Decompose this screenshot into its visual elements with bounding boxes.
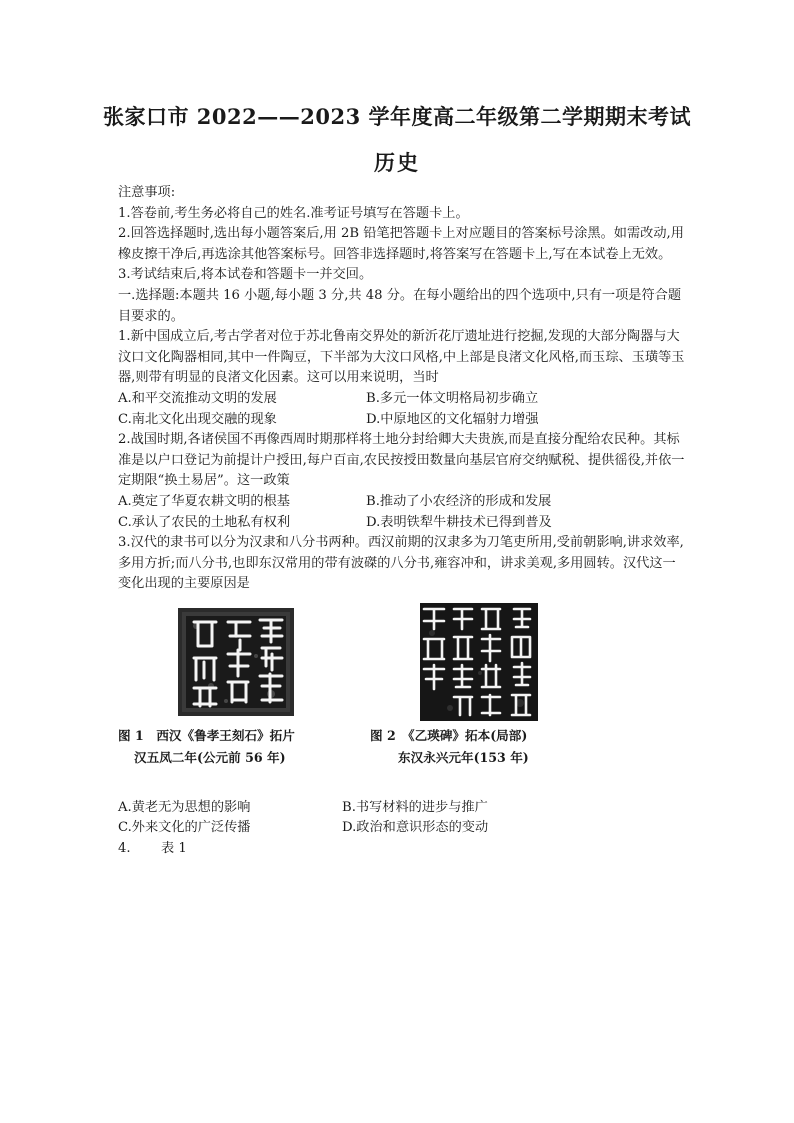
section-instruction: 一.选择题:本题共 16 小题,每小题 3 分,共 48 分。在每小题给出的四个选项中,只有一项是符合题目要求的。 — [118, 287, 682, 324]
figure-1-caption-line-2: 汉五凤二年(公元前 56 年) — [134, 749, 286, 765]
question-1-option-c: C.南北文化出现交融的现象 — [118, 411, 277, 427]
question-1-options-row-1 — [118, 389, 688, 410]
question-3-options-row-2 — [118, 818, 688, 839]
notice-heading: 注意事项: — [118, 185, 176, 200]
figure-2-caption — [370, 725, 570, 769]
question-2-option-a: A.奠定了华夏农耕文明的根基 — [118, 493, 290, 509]
exam-body — [118, 183, 688, 860]
notice-item-2: 2.回答选择题时,选出每小题答案后,用 2B 铅笔把答题卡上对应题目的答案标号涂黑。如需改动,用橡皮擦干净后,再选涂其他答案标号。回答非选择题时,将答案写在答题卡上,写在本试卷上无效。 — [118, 226, 684, 262]
figure-2-caption-line-2: 东汉永兴元年(153 年) — [398, 749, 529, 765]
figure-2-caption-line-1: 图 2 《乙瑛碑》拓本(局部) — [370, 727, 528, 743]
question-4-number: 4. — [118, 841, 131, 857]
question-3-figures — [118, 603, 688, 798]
question-4-table-label: 表 1 — [161, 841, 187, 857]
question-3-option-d: D.政治和意识形态的变动 — [342, 820, 489, 836]
question-1-stem: 1.新中国成立后,考古学者对位于苏北鲁南交界处的新沂花厅遗址进行挖掘,发现的大部分陶器与大汶口文化陶器相同,其中一件陶豆，下半部为大汶口风格,中上部是良渚文化风格,而玉琮、玉璜等玉器,则带有明显的良渚文化因素。这可以用来说明，当时 — [118, 329, 685, 386]
question-4 — [118, 839, 688, 860]
question-2-stem: 2.战国时期,各诸侯国不再像西周时期那样将土地分封给卿大夫贵族,而是直接分配给农民种。其标准是以户口登记为前提计户授田,每户百亩,农民按授田数量向基层官府交纳赋税、提供徭役,并依一定期限“换土易居”。这一政策 — [118, 432, 685, 489]
question-3-options-row-1 — [118, 798, 688, 819]
yi-ying-stele-rubbing-image — [420, 603, 538, 721]
figure-1-caption — [118, 725, 318, 769]
question-3-option-a: A.黄老无为思想的影响 — [118, 799, 251, 815]
question-1-option-b: B.多元一体文明格局初步确立 — [366, 390, 539, 406]
question-3-option-c: C.外来文化的广泛传播 — [118, 820, 251, 836]
lu-xiaowang-stone-rubbing-image — [176, 606, 296, 718]
question-1-options-row-2 — [118, 410, 688, 431]
exam-title: 张家口市 2022——2023 学年度高二年级第二学期期末考试 — [102, 104, 691, 129]
question-2-option-b: B.推动了小农经济的形成和发展 — [366, 493, 552, 509]
notice-item-3: 3.考试结束后,将本试卷和答题卡一并交回。 — [118, 267, 373, 283]
question-2-option-c: C.承认了农民的土地私有权利 — [118, 514, 291, 530]
question-1-option-a: A.和平交流推动文明的发展 — [118, 390, 277, 406]
figure-1-caption-line-1: 图 1 西汉《鲁孝王刻石》拓片 — [118, 727, 295, 743]
question-2-options-row-2 — [118, 513, 688, 534]
subject-title: 历史 — [374, 150, 420, 175]
question-3-stem: 3.汉代的隶书可以分为汉隶和八分书两种。西汉前期的汉隶多为刀笔吏所用,受前朝影响,讲求效率,多用方折;而八分书,也即东汉常用的带有波磔的八分书,雍容冲和，讲求美观,多用圆转。汉代这一变化出现的主要原因是 — [118, 535, 684, 592]
question-3-option-b: B.书写材料的进步与推广 — [342, 799, 488, 815]
notice-item-1: 1.答卷前,考生务必将自己的姓名.准考证号填写在答题卡上。 — [118, 205, 469, 221]
question-2-option-d: D.表明铁犁牛耕技术已得到普及 — [366, 514, 552, 530]
question-1-option-d: D.中原地区的文化辐射力增强 — [366, 411, 539, 427]
question-2-options-row-1 — [118, 492, 688, 513]
